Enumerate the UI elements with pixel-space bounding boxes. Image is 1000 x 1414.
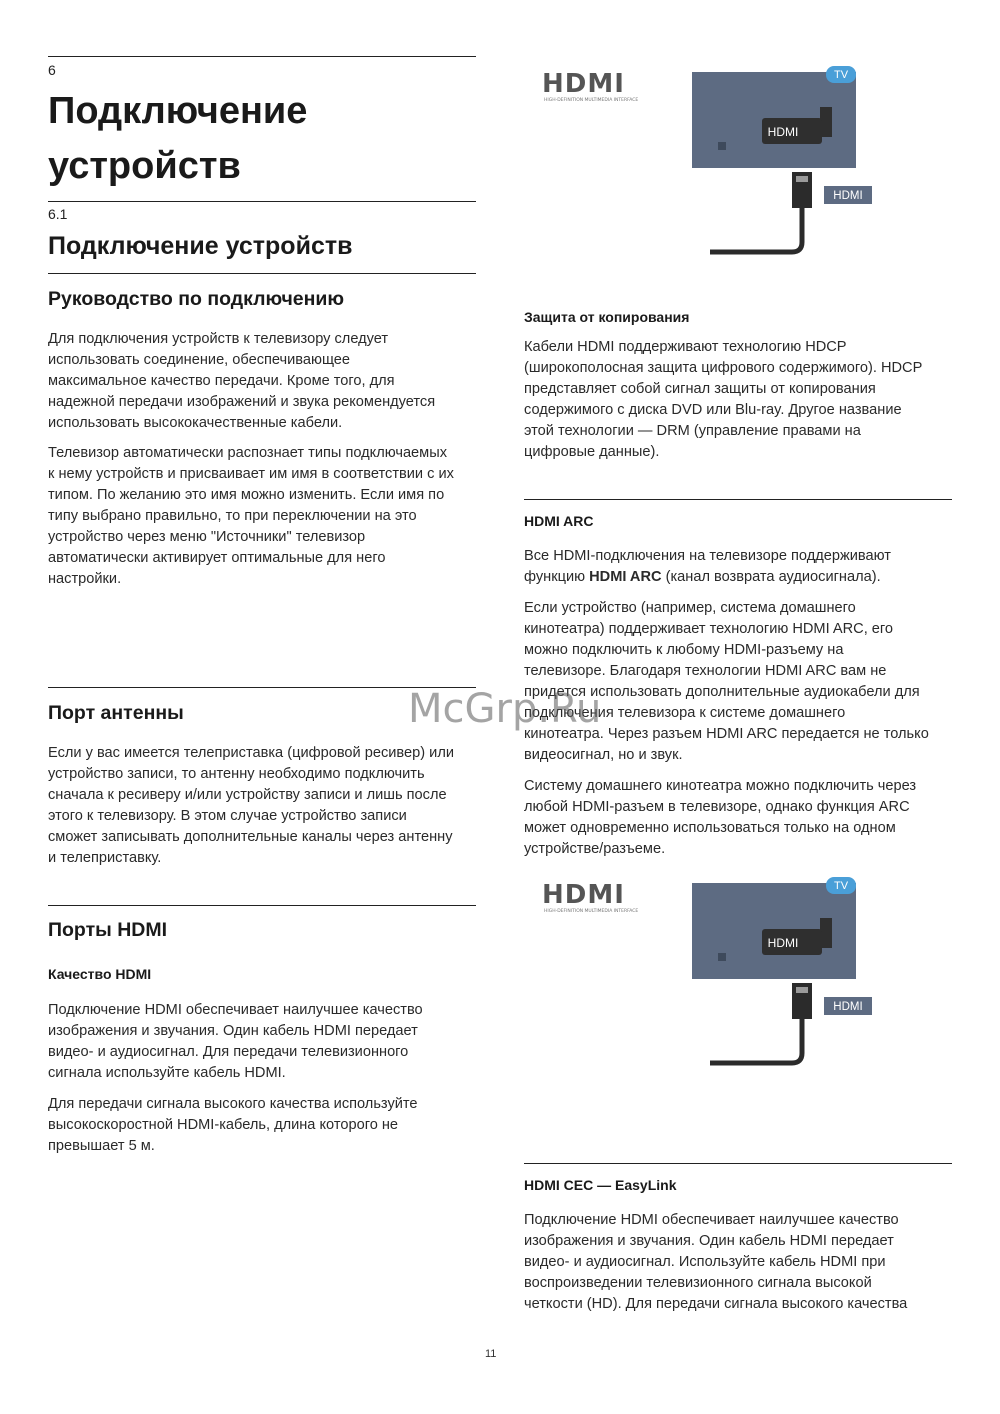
text-line: можно подключить к любому HDMI-разъему на: [524, 642, 844, 658]
watermark: McGrp.Ru: [408, 686, 602, 732]
hdmi-ports-top-rule: [48, 905, 476, 906]
text-line: [524, 567, 954, 588]
hdmi-cable-icon: [710, 208, 802, 252]
hdmi-plug-pins: [796, 987, 808, 993]
text-line: содержимого с диска DVD или Blu-ray. Другое название: [524, 402, 902, 418]
arc-paragraph-3: [524, 776, 954, 860]
guide-paragraph-2: [48, 443, 478, 590]
text-line: видео- и аудиосигнал. Для передачи телевизионного: [48, 1044, 409, 1060]
text-span: (канал возврата аудиосигнала).: [661, 569, 881, 585]
tv-indicator-icon: [718, 953, 726, 961]
text-line: может одновременно использоваться только на одном: [524, 820, 896, 836]
text-line: типу выбрано правильно, то при переключении на это: [48, 508, 417, 524]
text-line: Кабели HDMI поддерживают технологию HDCP: [524, 339, 847, 355]
text-line: автоматически активирует оптимальные для него: [48, 550, 386, 566]
text-line: видео- и аудиосигнал. Используйте кабель HDMI при: [524, 1254, 886, 1270]
text-line: сначала к ресиверу и/или устройству записи и лишь после: [48, 787, 447, 803]
text-line: кинотеатра) поддерживает технологию HDMI ARC, его: [524, 621, 894, 637]
text-line: высокоскоростной HDMI-кабель, длина которого не: [48, 1117, 399, 1133]
tv-indicator-icon: [718, 142, 726, 150]
hdmi-quality-heading: Качество HDMI: [48, 966, 152, 982]
chapter-title: [48, 84, 307, 194]
text-line: изображения и звучания. Один кабель HDMI передает: [48, 1023, 418, 1039]
text-line: сможет записывать дополнительные каналы через антенну: [48, 829, 453, 845]
hdmi-port-label: HDMI: [767, 125, 799, 139]
text-line: четкости (HD). Для передачи сигнала высокого качества: [524, 1296, 908, 1312]
text-line: телевизоре. Благодаря технологии HDMI ARC вам не: [524, 663, 887, 679]
antenna-paragraph: [48, 743, 478, 869]
hdmi-logo: [542, 69, 638, 103]
text-line: изображения и звучания. Один кабель HDMI передает: [524, 1233, 894, 1249]
text-line: Подключение HDMI обеспечивает наилучшее качество: [524, 1212, 899, 1228]
text-line: надежной передачи изображений и звука рекомендуется: [48, 394, 436, 410]
section-bottom-rule: [48, 273, 476, 274]
guide-heading: Руководство по подключению: [48, 288, 345, 310]
hdmi-cable-label: HDMI: [833, 1001, 863, 1013]
hdmi-logo-text: HDMI: [542, 69, 625, 99]
hdmi-plug-pins: [796, 176, 808, 182]
tv-badge-label: TV: [833, 880, 849, 892]
copy-protection-paragraph: [524, 337, 954, 463]
text-line: использовать соединение, обеспечивающее: [48, 352, 351, 368]
text-line: (широкополосная защита цифрового содержимого). HDCP: [524, 360, 923, 376]
antenna-heading: Порт антенны: [48, 702, 184, 724]
text-line: Все HDMI-подключения на телевизоре поддерживают: [524, 548, 891, 564]
tv-badge-label: TV: [833, 69, 849, 81]
hdmi-diagram-2: [524, 873, 884, 1083]
text-line: Если устройство (например, система домашнего: [524, 600, 856, 616]
text-line: типом. По желанию это имя можно изменить. Если имя по: [48, 487, 445, 503]
hdmi-port-label: HDMI: [767, 936, 799, 950]
hdmi-logo-text: HDMI: [542, 880, 625, 910]
text-line: Подключение HDMI обеспечивает наилучшее качество: [48, 1002, 423, 1018]
hdmi-cable-label: HDMI: [833, 190, 863, 202]
copy-protection-heading: Защита от копирования: [524, 309, 690, 325]
hdmi-cable-icon: [710, 1019, 802, 1063]
text-line: настройки.: [48, 571, 122, 587]
text-line: Телевизор автоматически распознает типы подключаемых: [48, 445, 447, 461]
text-line: использовать высококачественные кабели.: [48, 415, 343, 431]
arc-paragraph-1: [524, 546, 954, 588]
arc-paragraph-2: [524, 598, 954, 766]
arc-heading: HDMI ARC: [524, 513, 594, 529]
section-number: 6.1: [48, 206, 68, 222]
section-top-rule: [48, 201, 476, 202]
text-line: подключения телевизора к системе домашнего: [524, 705, 846, 721]
hdmi-logo-subtitle: HIGH-DEFINITION MULTIMEDIA INTERFACE: [544, 98, 639, 103]
text-line: устройство через меню "Источники" телевизор: [48, 529, 366, 545]
chapter-title-line1: Подключение: [48, 90, 308, 132]
cec-paragraph: [524, 1210, 954, 1315]
text-line: устройство записи, то антенну необходимо подключить: [48, 766, 425, 782]
text-line: Систему домашнего кинотеатра можно подключить через: [524, 778, 917, 794]
text-line: устройстве/разъеме.: [524, 841, 666, 857]
chapter-number: 6: [48, 62, 56, 78]
chapter-top-rule: [48, 56, 476, 57]
hdmi-quality-paragraph-2: [48, 1094, 478, 1157]
text-line: цифровые данные).: [524, 444, 660, 460]
text-line: этой технологии — DRM (управление правами на: [524, 423, 861, 439]
chapter-title-line2: устройств: [48, 145, 241, 187]
text-line: любой HDMI-разъем в телевизоре, однако функция ARC: [524, 799, 910, 815]
hdmi-logo: [542, 880, 638, 914]
text-line: представляет собой сигнал защиты от копирования: [524, 381, 876, 397]
text-line: превышает 5 м.: [48, 1138, 155, 1154]
text-line: Для подключения устройств к телевизору следует: [48, 331, 389, 347]
text-line: этого к телевизору. В этом случае устройство записи: [48, 808, 407, 824]
arc-top-rule: [524, 499, 952, 500]
cec-top-rule: [524, 1163, 952, 1164]
cec-heading: HDMI CEC — EasyLink: [524, 1177, 677, 1193]
text-line: максимальное качество передачи. Кроме того, для: [48, 373, 395, 389]
hdmi-logo-subtitle: HIGH-DEFINITION MULTIMEDIA INTERFACE: [544, 909, 639, 914]
text-line: сигнала используйте кабель HDMI.: [48, 1065, 286, 1081]
section-title: Подключение устройств: [48, 232, 353, 260]
hdmi-ports-heading: Порты HDMI: [48, 919, 168, 941]
text-line: кинотеатра. Через разъем HDMI ARC передается не только: [524, 726, 929, 742]
arc-bold-term: HDMI ARC: [589, 569, 662, 585]
hdmi-diagram-1: [524, 62, 884, 272]
text-line: Если у вас имеется телеприставка (цифровой ресивер) или: [48, 745, 454, 761]
hdmi-quality-paragraph-1: [48, 1000, 478, 1084]
text-line: и телеприставку.: [48, 850, 162, 866]
text-line: Для передачи сигнала высокого качества используйте: [48, 1096, 418, 1112]
page-number: 11: [485, 1348, 497, 1360]
text-line: к нему устройств и присваивает им имя в соответствии с их: [48, 466, 454, 482]
text-line: придется использовать дополнительные аудиокабели для: [524, 684, 920, 700]
text-span: функцию: [524, 569, 590, 585]
guide-paragraph-1: [48, 329, 478, 434]
text-line: воспроизведении телевизионного сигнала высокой: [524, 1275, 872, 1291]
text-line: видеосигнал, но и звук.: [524, 747, 683, 763]
